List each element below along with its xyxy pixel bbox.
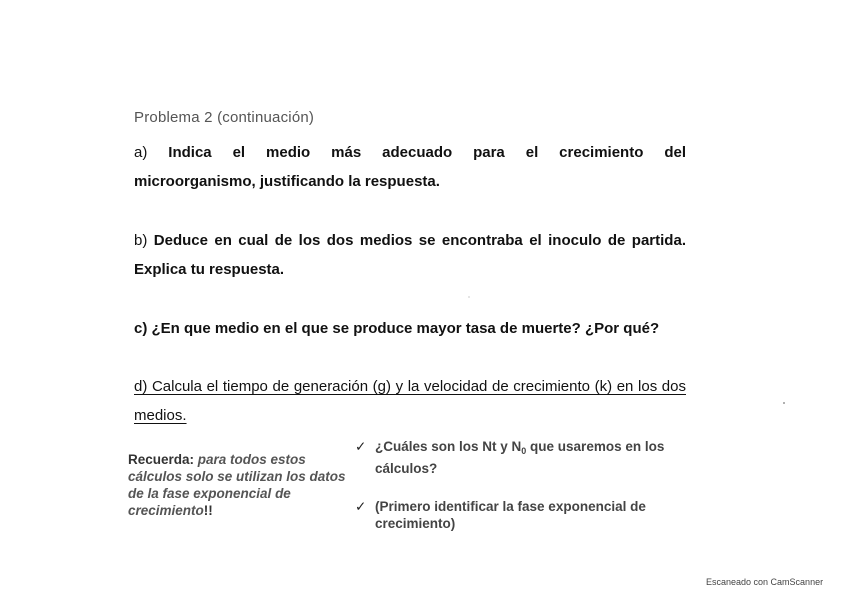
hint-1-subscript: 0 — [521, 446, 527, 456]
hint-1-post: que usaremos en los cálculos? — [375, 439, 665, 476]
hint-1-pre: ¿Cuáles son los Nt y N — [375, 439, 522, 454]
hint-list — [355, 438, 725, 532]
scan-speck — [783, 402, 785, 404]
question-b — [134, 226, 686, 284]
checkmark-icon: ✓ — [355, 439, 367, 454]
question-a-lead: a) — [134, 144, 169, 161]
question-a-line1 — [134, 138, 686, 167]
reminder-end: !! — [203, 503, 213, 518]
problem-title: Problema 2 (continuación) — [134, 109, 315, 126]
reminder-note — [128, 451, 348, 519]
scan-speck — [468, 296, 470, 298]
scanner-watermark: Escaneado con CamScanner — [706, 577, 824, 587]
hint-2-text: (Primero identificar la fase exponencial de crecimiento) — [375, 499, 646, 531]
reminder-text: para todos estos cálculos solo se utilizan los datos de la fase exponencial de crecimiento — [128, 452, 346, 518]
question-a-text2: microorganismo, justificando la respuesta. — [134, 173, 440, 190]
question-d: d) Calcula el tiempo de generación (g) y la velocidad de crecimiento (k) en los dos medios. — [134, 378, 686, 424]
question-b-lead: b) — [134, 232, 154, 249]
question-a-text1: Indica el medio más adecuado para el crecimiento del — [168, 144, 686, 161]
question-a — [134, 138, 686, 196]
question-b-text: Deduce en cual de los dos medios se encontraba el inoculo de partida. Explica tu respuesta. — [134, 232, 686, 278]
hint-item — [355, 498, 725, 532]
question-c: c) ¿En que medio en el que se produce mayor tasa de muerte? ¿Por qué? — [134, 320, 660, 337]
reminder-label: Recuerda — [128, 452, 190, 467]
checkmark-icon: ✓ — [355, 499, 367, 514]
reminder-separator: : — [189, 452, 198, 467]
hint-item — [355, 438, 725, 477]
